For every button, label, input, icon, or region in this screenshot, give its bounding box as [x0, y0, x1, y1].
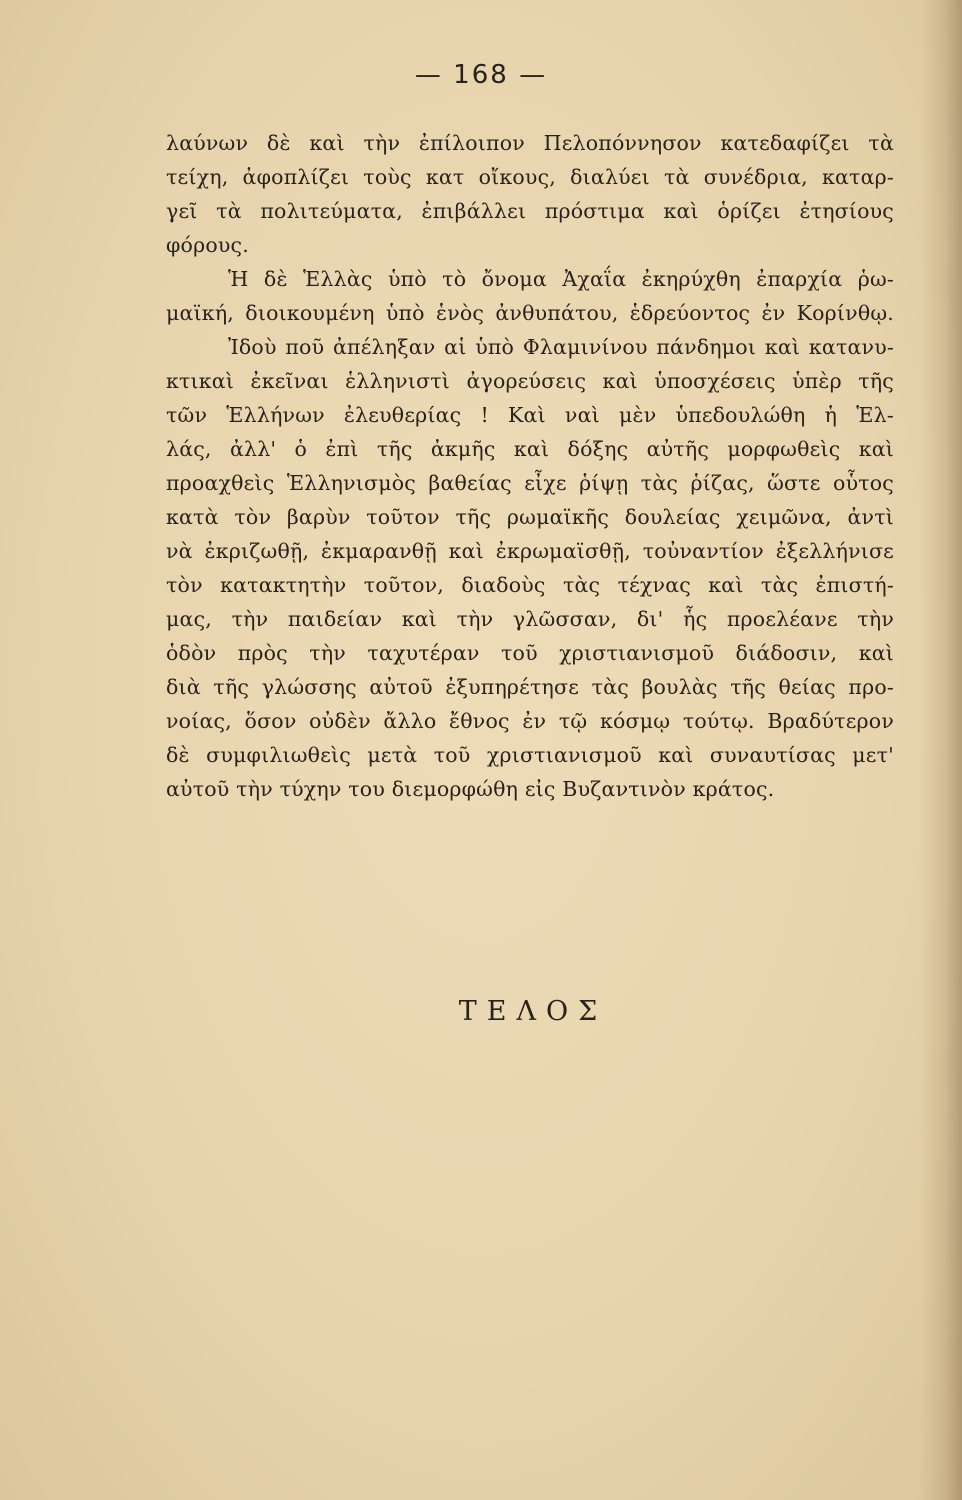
body-text — [166, 126, 894, 806]
text-line: μαϊκή, διοικουμένη ὑπὸ ἑνὸς ἀνθυπάτου, ἑδρεύοντος ἐν Κορίνθῳ. — [166, 301, 894, 325]
text-line: τείχη, ἀφοπλίζει τοὺς κατ οἴκους, διαλύει τὰ συνέδρια, καταρ- — [166, 165, 894, 189]
text-line: μας, τὴν παιδείαν καὶ τὴν γλῶσσαν, δι' ἧς προελέανε τὴν — [166, 607, 894, 631]
text-line: φόρους. — [166, 233, 249, 257]
text-line: γεῖ τὰ πολιτεύματα, ἐπιβάλλει πρόστιμα καὶ ὁρίζει ἐτησίους — [166, 199, 894, 223]
page-number: — 168 — — [414, 60, 548, 90]
text-line: κατὰ τὸν βαρὺν τοῦτον τῆς ρωμαϊκῆς δουλείας χειμῶνα, ἀντὶ — [166, 505, 894, 529]
text-line: λάς, ἀλλ' ὁ ἐπὶ τῆς ἀκμῆς καὶ δόξης αὐτῆς μορφωθεὶς καὶ — [166, 437, 894, 461]
text-line: κτικαὶ ἐκεῖναι ἑλληνιστὶ ἀγορεύσεις καὶ ὑποσχέσεις ὑπὲρ τῆς — [166, 369, 894, 393]
text-line: προαχθεὶς Ἑλληνισμὸς βαθείας εἶχε ῥίψῃ τὰς ῥίζας, ὥστε οὗτος — [166, 471, 894, 495]
text-line: δὲ συμφιλιωθεὶς μετὰ τοῦ χριστιανισμοῦ καὶ συναυτίσας μετ' — [166, 743, 894, 767]
text-line: τὸν κατακτητὴν τοῦτον, διαδοὺς τὰς τέχνας καὶ τὰς ἐπιστή- — [166, 573, 894, 597]
text-line: λαύνων δὲ καὶ τὴν ἐπίλοιπον Πελοπόννησον κατεδαφίζει τὰ — [166, 131, 894, 155]
text-line: διὰ τῆς γλώσσης αὐτοῦ ἐξυπηρέτησε τὰς βουλὰς τῆς θείας προ- — [166, 675, 894, 699]
text-line: τῶν Ἑλλήνων ἐλευθερίας ! Καὶ ναὶ μὲν ὑπεδουλώθη ἡ Ἑλ- — [166, 403, 894, 427]
text-line: νὰ ἐκριζωθῇ, ἐκμαρανθῇ καὶ ἐκρωμαϊσθῇ, τοὐναντίον ἐξελλήνισε — [166, 539, 894, 563]
text-line: νοίας, ὅσον οὐδὲν ἄλλο ἔθνος ἐν τῷ κόσμῳ τούτῳ. Βραδύτερον — [166, 709, 894, 733]
text-line: αὐτοῦ τὴν τύχην του διεμορφώθη εἰς Βυζαντινὸν κράτος. — [166, 777, 775, 801]
text-line: ὁδὸν πρὸς τὴν ταχυτέραν τοῦ χριστιανισμοῦ διάδοσιν, καὶ — [166, 641, 894, 665]
end-title: ΤΕΛΟΣ — [458, 996, 608, 1027]
text-line: Ἡ δὲ Ἑλλὰς ὑπὸ τὸ ὄνομα Ἀχαΐα ἐκηρύχθη ἐπαρχία ῥω- — [228, 267, 894, 291]
text-line: Ἰδοὺ ποῦ ἀπέληξαν αἱ ὑπὸ Φλαμινίνου πάνδημοι καὶ κατανυ- — [228, 335, 894, 359]
page-binding-shadow — [920, 0, 962, 1500]
